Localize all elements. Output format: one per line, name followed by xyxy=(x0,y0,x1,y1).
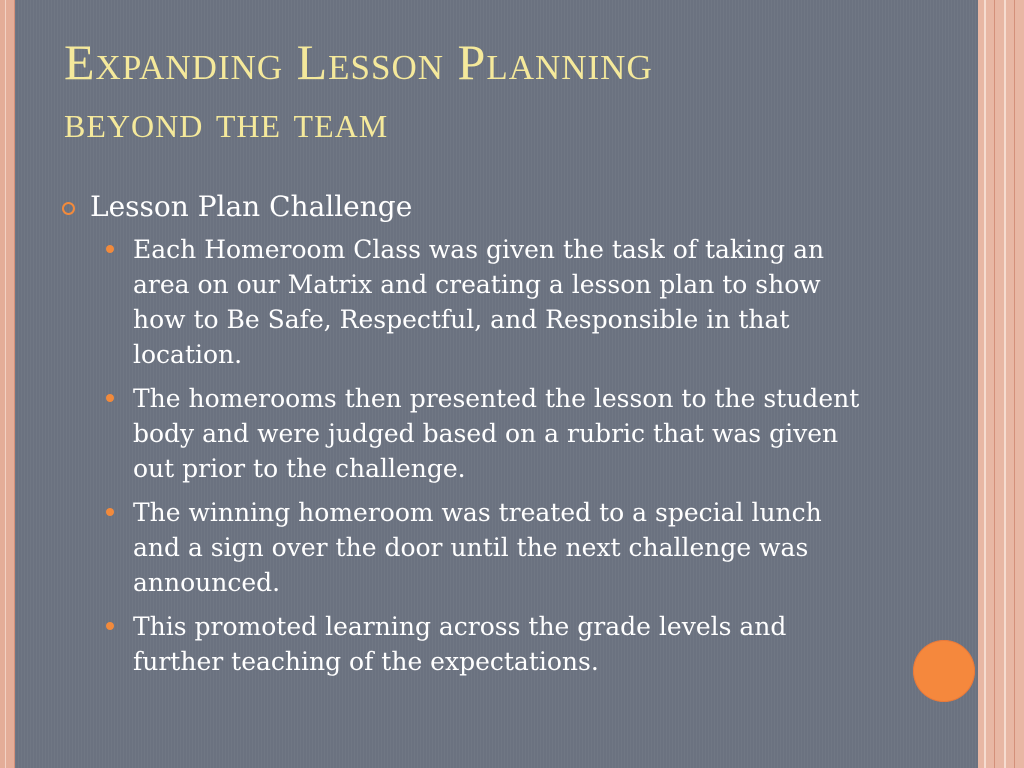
list-item xyxy=(106,609,882,679)
slide-content xyxy=(62,188,882,688)
list-item xyxy=(106,381,882,486)
filled-circle-icon xyxy=(106,394,114,402)
border-line xyxy=(1004,0,1006,768)
level1-heading: Lesson Plan Challenge xyxy=(90,190,413,223)
border-line xyxy=(994,0,995,768)
slide-title xyxy=(64,32,944,152)
bullet-text: The homerooms then presented the lesson to the student body and were judged based on a rubric that was given out prior to the challenge. xyxy=(133,384,860,483)
right-border-stripes xyxy=(978,0,1024,768)
list-item xyxy=(106,495,882,600)
filled-circle-icon xyxy=(106,622,114,630)
border-line xyxy=(1014,0,1015,768)
filled-circle-icon xyxy=(106,508,114,516)
left-border-stripe xyxy=(0,0,15,768)
bullet-text: The winning homeroom was treated to a special lunch and a sign over the door until the next challenge was announced. xyxy=(133,498,822,597)
list-item xyxy=(106,232,882,372)
hollow-circle-icon xyxy=(62,202,75,215)
bullet-text: Each Homeroom Class was given the task of taking an area on our Matrix and creating a lesson plan to show how to Be Safe, Respectful, and Responsible in that location. xyxy=(133,235,825,369)
border-line xyxy=(984,0,986,768)
bullet-list xyxy=(62,232,882,679)
level1-item xyxy=(62,188,882,226)
bullet-text: This promoted learning across the grade levels and further teaching of the expectations. xyxy=(133,612,787,676)
slide-title-line2: beyond the team xyxy=(64,96,389,147)
slide-title-line1: Expanding Lesson Planning xyxy=(64,34,653,90)
orange-circle-icon xyxy=(913,640,975,702)
filled-circle-icon xyxy=(106,245,114,253)
